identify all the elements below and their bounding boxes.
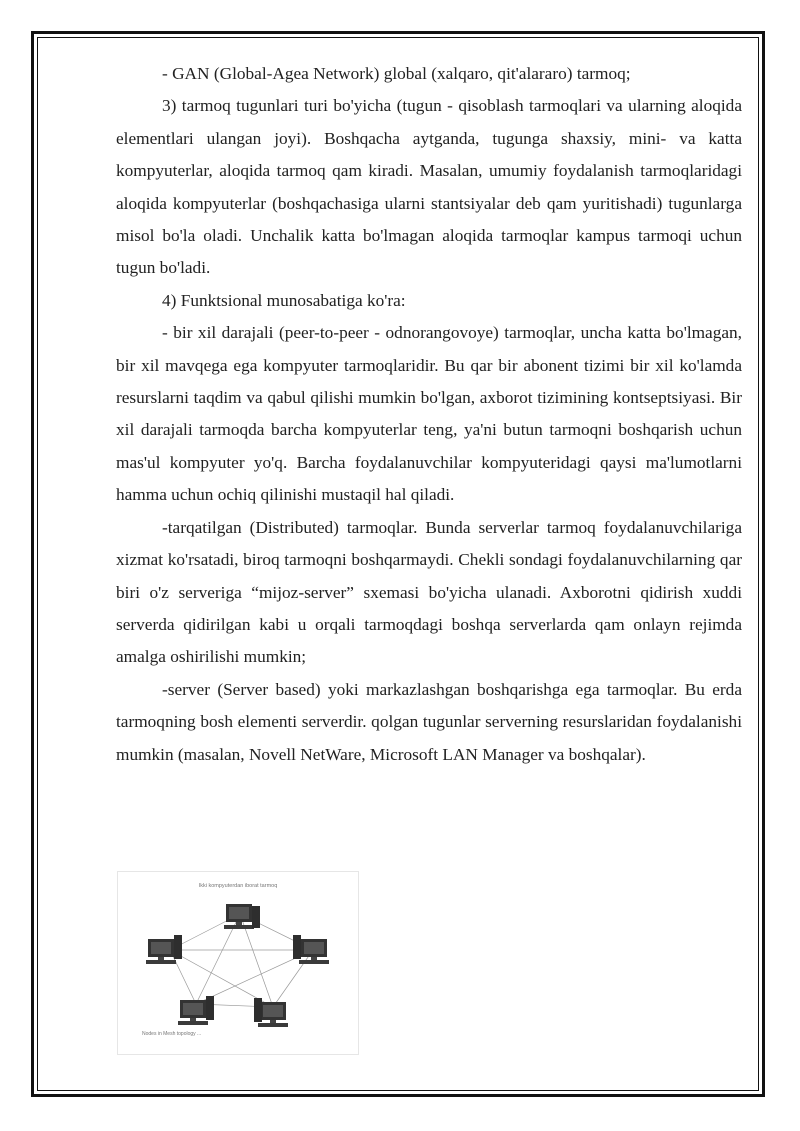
computer-icon-right xyxy=(293,935,329,964)
figure-caption-bottom: Nodes in Mesh topology ... xyxy=(142,1031,202,1037)
paragraph-distributed: -tarqatilgan (Distributed) tarmoqlar. Bunda serverlar tarmoq foydalanuvchilariga xizmat ko'rsatadi, biroq tarmoqni boshqarmaydi. Chekli sondagi foydalanuvchilarning qar biri o'z serveriga “mijoz-server” sxemasi bo'yicha ulanadi. Axborotni qidirish xuddi serverda qidirilgan kabi u orqali tarmoqdagi boshqa serverlarda qam onlayn rejimda amalga oshirilishi mumkin; xyxy=(116,517,742,667)
computer-icon-bottom-left xyxy=(178,996,214,1025)
paragraph-server-based: -server (Server based) yoki markazlashgan boshqarishga ega tarmoqlar. Bu erda tarmoqning bosh elementi serverdir. qolgan tugunlar serverning resurslaridan foydalanishi mumkin (masalan, Novell NetWare, Microsoft LAN Manager va boshqalar). xyxy=(116,679,742,764)
figure-caption-top: Ikki kompyuterdan iborat tarmoq xyxy=(198,883,278,889)
paragraph-peer-to-peer: - bir xil darajali (peer-to-peer - odnorangovoye) tarmoqlar, uncha katta bo'lmagan, bir xil mavqega ega kompyuter tarmoqlaridir. Bu qar bir abonent tizimi bir xil ko'lamda resurslarni taqdim va qabul qilishi mumkin bo'lgan, axborot tizimining kontseptsiyasi. Bir xil darajali tarmoqda barcha kompyuterlar teng, ya'ni butun tarmoqni boshqarish uchun mas'ul kompyuter yo'q. Barcha foydalanuvchilar kompyuteridagi qaysi ma'lumotlarni hamma uchun ochiq qilinishi mustaqil hal qiladi. xyxy=(116,323,742,505)
paragraph-functional: 4) Funktsional munosabatiga ko'ra: xyxy=(162,290,406,310)
mesh-network-figure xyxy=(117,871,359,1055)
computer-icon-bottom-right xyxy=(254,998,288,1027)
paragraph-node-type: 3) tarmoq tugunlari turi bo'yicha (tugun - qisoblash tarmoqlari va ularning aloqida elementlari ulangan joyi). Boshqacha aytganda, tugunga shaxsiy, mini- va katta kompyuterlar, aloqida tarmoq qam kiradi. Masalan, umumiy foydalanish tarmoqlaridagi aloqida kompyuterlar (boshqachasiga ularni stantsiyalar deb qam yuritishadi) tugunlarga misol bo'la oladi. Unchalik katta bo'lmagan aloqida tarmoqlar kampus tarmoqi uchun tugun bo'ladi. xyxy=(116,96,742,278)
computer-icon-left xyxy=(146,935,182,964)
document-body xyxy=(116,58,742,771)
computer-icon-top xyxy=(224,904,260,929)
mesh-network-diagram xyxy=(118,872,358,1054)
paragraph-gan: - GAN (Global-Agea Network) global (xalqaro, qit'alararo) tarmoq; xyxy=(162,64,631,83)
